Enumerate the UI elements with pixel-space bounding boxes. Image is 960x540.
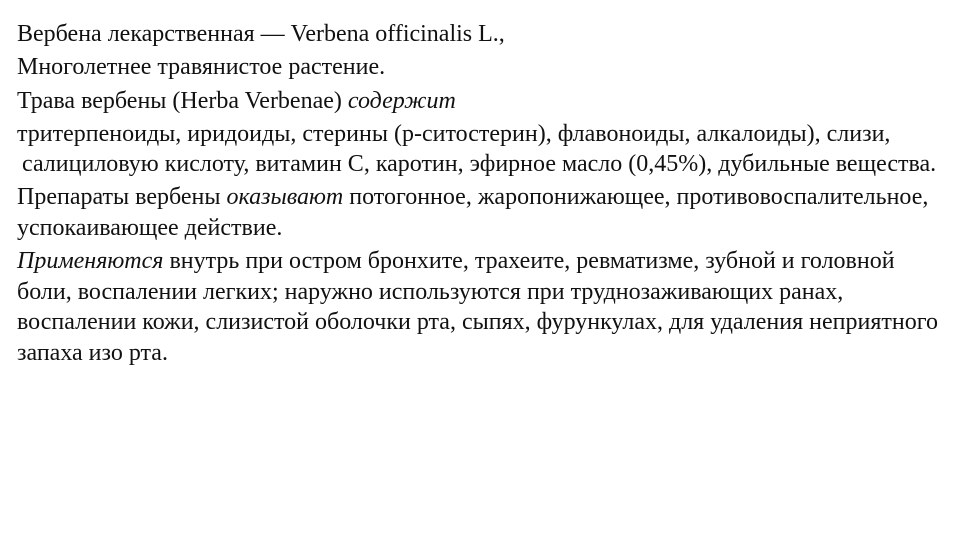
title-text: Вербена лекарственная — Verbena officinalis L., xyxy=(17,21,505,47)
paragraph-usage xyxy=(17,246,952,368)
description-text: Многолетнее травянистое растение. xyxy=(17,54,386,80)
usage-text: внутрь при остром бронхите, трахеите, ревматизме, зубной и головной боли, воспалении легких; наружно используются при труднозаживающих ранах, воспалении кожи, слизистой оболочки рта, сыпях, фурункулах, для удаления неприятного запаха изо рта. xyxy=(17,248,938,366)
paragraph-composition xyxy=(17,119,952,179)
document-body xyxy=(17,18,952,368)
paragraph-effects xyxy=(17,182,952,243)
effects-text-b: потогонное, жаропонижающее, противовоспалительное, успокаивающее действие. xyxy=(17,184,929,241)
effects-text-a: Препараты вербены xyxy=(17,184,227,210)
paragraph-herb-contains xyxy=(17,85,952,117)
herb-contains-emphasis: содержит xyxy=(347,88,456,114)
usage-emphasis: Применяются xyxy=(17,248,164,274)
effects-emphasis: оказывают xyxy=(226,184,344,210)
paragraph-description xyxy=(17,51,952,83)
herb-contains-text: Трава вербены (Herba Verbenae) xyxy=(17,88,348,114)
composition-text: тритерпеноиды, иридоиды, стерины (р-ситостерин), флавоноиды, алкалоиды), слизи, салициловую кислоту, витамин С, каротин, эфирное масло (0,45%), дубильные вещества. xyxy=(17,121,937,177)
paragraph-title xyxy=(17,18,952,50)
